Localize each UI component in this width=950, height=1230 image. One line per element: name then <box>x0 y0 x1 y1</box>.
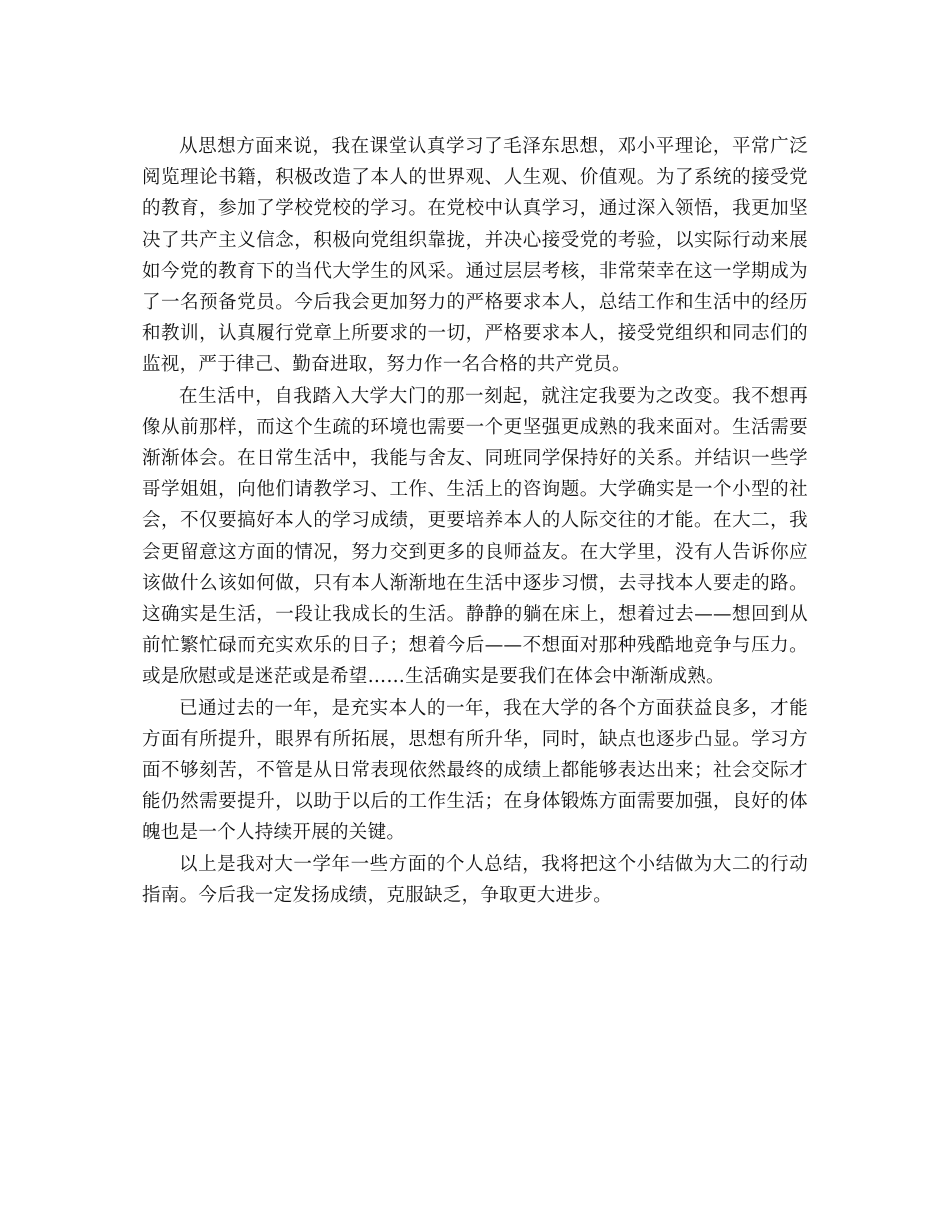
paragraph-review: 已通过去的一年，是充实本人的一年，我在大学的各个方面获益良多，才能方面有所提升，眼界有所拓展，思想有所升华，同时，缺点也逐步凸显。学习方面不够刻苦，不管是从日常表现依然最终的成绩上都能够表达出来；社会交际才能仍然需要提升，以助于以后的工作生活；在身体锻炼方面需要加强，良好的体魄也是一个人持续开展的关键。 <box>142 697 808 844</box>
paragraph-conclusion: 以上是我对大一学年一些方面的个人总结，我将把这个小结做为大二的行动指南。今后我一定发扬成绩，克服缺乏，争取更大进步。 <box>142 853 808 906</box>
paragraph-life: 在生活中，自我踏入大学大门的那一刻起，就注定我要为之改变。我不想再像从前那样，而这个生疏的环境也需要一个更坚强更成熟的我来面对。生活需要渐渐体会。在日常生活中，我能与舍友、同班同学保持好的关系。并结识一些学哥学姐姐，向他们请教学习、工作、生活上的咨询题。大学确实是一个小型的社会，不仅要搞好本人的学习成绩，更要培养本人的人际交往的才能。在大二，我会更留意这方面的情况，努力交到更多的良师益友。在大学里，没有人告诉你应该做什么该如何做，只有本人渐渐地在生活中逐步习惯，去寻找本人要走的路。这确实是生活，一段让我成长的生活。静静的躺在床上，想着过去——想回到从前忙繁忙碌而充实欢乐的日子；想着今后——不想面对那种残酷地竞争与压力。或是欣慰或是迷茫或是希望……生活确实是要我们在体会中渐渐成熟。 <box>142 385 808 688</box>
paragraph-ideology: 从思想方面来说，我在课堂认真学习了毛泽东思想，邓小平理论，平常广泛阅览理论书籍，积极改造了本人的世界观、人生观、价值观。为了系统的接受党的教育，参加了学校党校的学习。在党校中认真学习，通过深入领悟，我更加坚决了共产主义信念，积极向党组织靠拢，并决心接受党的考验，以实际行动来展如今党的教育下的当代大学生的风采。通过层层考核，非常荣幸在这一学期成为了一名预备党员。今后我会更加努力的严格要求本人，总结工作和生活中的经历和教训，认真履行党章上所要求的一切，严格要求本人，接受党组织和同志们的监视，严于律己、勤奋进取，努力作一名合格的共产党员。 <box>142 136 808 376</box>
document-body <box>142 131 808 911</box>
